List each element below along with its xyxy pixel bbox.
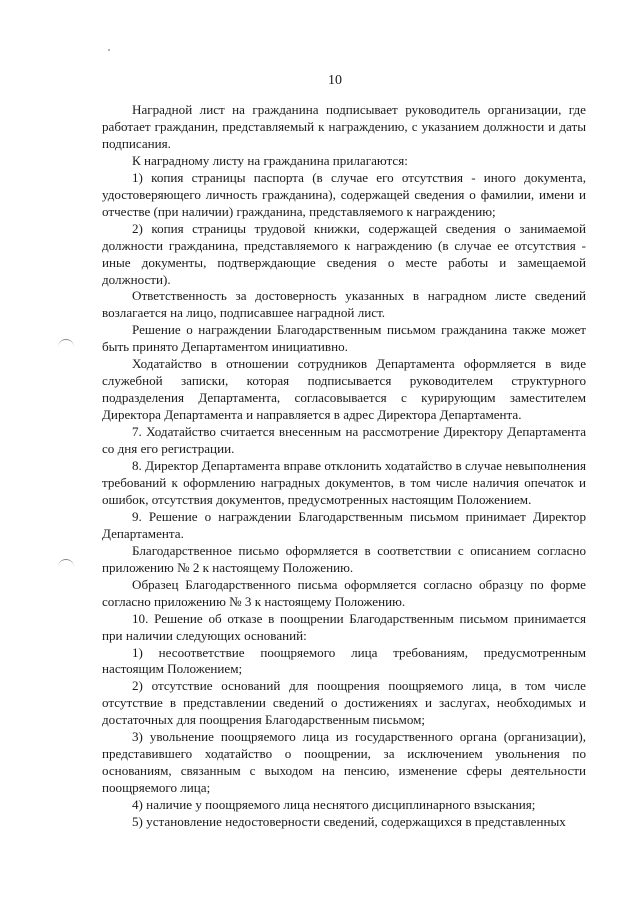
paragraph: 4) наличие у поощряемого лица неснятого дисциплинарного взыскания; xyxy=(132,797,536,813)
paragraph: 1) несоответствие поощряемого лица требованиям, предусмотренным настоящим Положением; xyxy=(102,644,586,677)
paragraph: Благодарственное письмо оформляется в соответствии с описанием согласно приложению № 2 к настоящему Положению. xyxy=(102,542,586,575)
page-number: 10 xyxy=(328,73,342,88)
scan-speck xyxy=(108,49,110,51)
margin-hole-mark xyxy=(58,559,74,568)
paragraph: 5) установление недостоверности сведений, содержащихся в представленных xyxy=(132,814,566,830)
paragraph: Решение о награждении Благодарственным письмом гражданина также может быть принято Департаментом инициативно. xyxy=(102,322,586,355)
paragraph: Ответственность за достоверность указанных в наградном листе сведений возлагается на лицо, подписавшее наградной лист. xyxy=(102,288,586,321)
paragraph: Образец Благодарственного письма оформляется согласно образцу по форме согласно приложению № 3 к настоящему Положению. xyxy=(102,576,586,609)
paragraph: 3) увольнение поощряемого лица из государственного органа (организации), представившего ходатайство о поощрении, за исключением увольнения по основаниям, связанным с выходом на пенсию, изменение сферы деятельности поощряемого лица; xyxy=(102,729,586,796)
paragraph: 8. Директор Департамента вправе отклонить ходатайство в случае невыполнения требований к оформлению наградных документов, в том числе наличия опечаток и ошибок, отсутствия документов, предусмотренных настоящим Положением. xyxy=(102,458,586,507)
paragraph: 1) копия страницы паспорта (в случае его отсутствия - иного документа, удостоверяющего личность гражданина), содержащей сведения о фамилии, имени и отчестве (при наличии) гражданина, представляемого к награждению; xyxy=(102,169,586,219)
paragraph: 9. Решение о награждении Благодарственным письмом принимает Директор Департамента. xyxy=(102,508,586,541)
paragraph: 2) копия страницы трудовой книжки, содержащей сведения о занимаемой должности гражданина, представляемого к награждению (в случае ее отсутствия - иные документы, подтверждающие сведения о месте работы и замещаемой должности). xyxy=(102,220,586,287)
paragraph: 7. Ходатайство считается внесенным на рассмотрение Директору Департамента со дня его регистрации. xyxy=(102,424,586,457)
paragraph: 2) отсутствие оснований для поощрения поощряемого лица, в том числе отсутствие в представлении сведений о достижениях и заслугах, необходимых и достаточных для поощрения Благодарственным письмом; xyxy=(102,678,586,728)
document-body xyxy=(102,102,586,831)
paragraph: Наградной лист на гражданина подписывает руководитель организации, где работает гражданин, представляемый к награждению, с указанием должности и даты подписания. xyxy=(102,102,586,151)
paragraph: 10. Решение об отказе в поощрении Благодарственным письмом принимается при наличии следующих оснований: xyxy=(102,610,586,643)
paragraph: К наградному листу на гражданина прилагаются: xyxy=(132,152,408,168)
paragraph: Ходатайство в отношении сотрудников Департамента оформляется в виде служебной записки, которая подписывается руководителем структурного подразделения Департамента, согласовывается с курирующим заместителем Директора Департамента и направляется в адрес Директора Департамента. xyxy=(102,356,586,423)
margin-hole-mark xyxy=(58,339,74,348)
